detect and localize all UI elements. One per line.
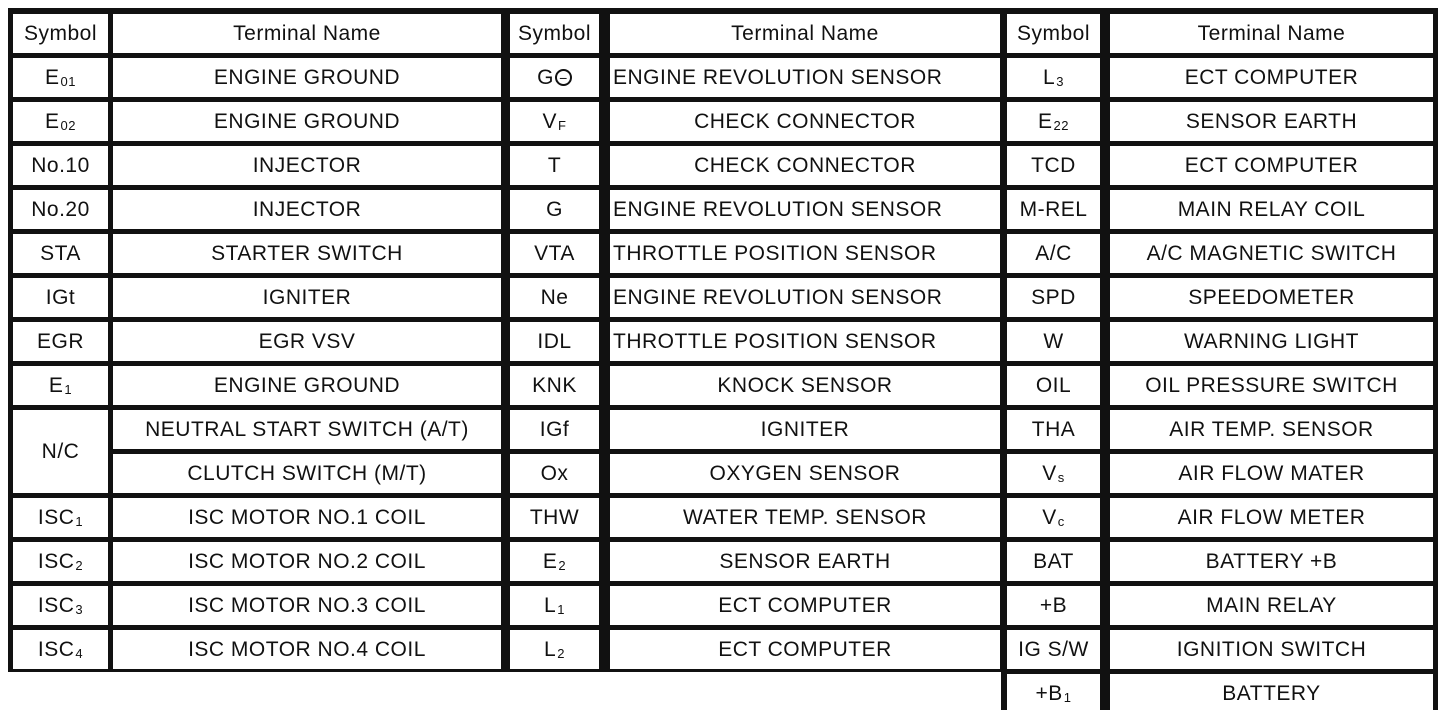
symbol-text: V: [1042, 505, 1057, 529]
terminal-name-cell: [113, 542, 501, 581]
circled-minus: −: [555, 69, 572, 86]
symbol-text: BAT: [1033, 549, 1074, 573]
symbol-text: E: [1038, 109, 1053, 133]
terminal-name-cell: [610, 454, 1000, 493]
symbol-cell: [1007, 278, 1100, 317]
terminal-name-cell: [610, 234, 1000, 273]
symbol-cell: [510, 190, 599, 229]
terminal-name-cell: [1110, 630, 1433, 669]
symbol-text: G: [537, 65, 554, 89]
terminal-name-header-text: Terminal Name: [233, 21, 381, 45]
symbol-text: ISC: [37, 637, 75, 661]
symbol-text: A/C: [1035, 241, 1072, 265]
terminal-name-text: MAIN RELAY COIL: [1177, 197, 1366, 221]
terminal-name-cell: [113, 278, 501, 317]
symbol-text: L: [544, 637, 557, 661]
symbol-text: +B: [1039, 593, 1068, 617]
terminal-name-text: IGNITER: [760, 417, 850, 441]
terminal-name-text: ECT COMPUTER: [1184, 153, 1359, 177]
symbol-text: +B: [1035, 681, 1063, 705]
terminal-name-text: NEUTRAL START SWITCH (A/T): [145, 417, 469, 441]
terminal-name-cell: [610, 542, 1000, 581]
terminal-name-text: CHECK CONNECTOR: [694, 153, 916, 177]
symbol-cell: [13, 102, 108, 141]
symbol-cell: [510, 586, 599, 625]
terminal-name-text: INJECTOR: [252, 197, 362, 221]
terminal-name-text: CLUTCH SWITCH (M/T): [187, 461, 427, 485]
terminal-name-text: SPEEDOMETER: [1188, 285, 1355, 309]
symbol-cell: [1007, 542, 1100, 581]
terminal-name-text: INJECTOR: [252, 153, 362, 177]
symbol-text: W: [1043, 329, 1064, 353]
terminal-name-text: ENGINE REVOLUTION SENSOR: [613, 285, 943, 309]
symbol-cell: [13, 366, 108, 405]
terminal-name-cell: [1110, 586, 1433, 625]
terminal-name-cell: [1110, 234, 1433, 273]
terminal-name-text: ECT COMPUTER: [718, 593, 892, 617]
terminal-name-cell: [113, 454, 501, 493]
symbol-cell: [1007, 190, 1100, 229]
terminal-name-cell: [113, 102, 501, 141]
symbol-cell: [13, 278, 108, 317]
symbol-cell: [13, 498, 108, 537]
symbol-cell: [510, 454, 599, 493]
symbol-text: E: [542, 549, 558, 573]
terminal-name-cell: [1110, 278, 1433, 317]
symbol-text: IDL: [537, 329, 572, 353]
symbol-text: L: [544, 593, 557, 617]
terminal-name-cell: [1110, 498, 1433, 537]
terminal-name-text: ECT COMPUTER: [1184, 65, 1359, 89]
terminal-name-text: ISC MOTOR NO.3 COIL: [188, 593, 426, 617]
symbol-text: TCD: [1031, 153, 1076, 177]
terminal-name-cell: [610, 366, 1000, 405]
symbol-subscript: s: [1057, 470, 1065, 485]
symbol-text: VTA: [534, 241, 575, 265]
terminal-name-cell: [610, 278, 1000, 317]
symbol-text: No.10: [31, 153, 90, 177]
symbol-text: L: [1043, 65, 1056, 89]
terminal-name-text: THROTTLE POSITION SENSOR: [613, 241, 937, 265]
symbol-subscript: 3: [1056, 74, 1064, 89]
symbol-cell: [510, 630, 599, 669]
symbol-text: IGf: [539, 417, 570, 441]
symbol-cell: [13, 542, 108, 581]
symbol-subscript: 2: [75, 558, 84, 573]
symbol-cell: [13, 58, 108, 97]
symbol-cell: [510, 58, 599, 97]
terminal-name-text: EGR VSV: [258, 329, 356, 353]
symbol-text: Ne: [540, 285, 569, 309]
symbol-cell: [510, 542, 599, 581]
symbol-cell: [13, 190, 108, 229]
terminal-name-cell: [610, 102, 1000, 141]
symbol-text: OIL: [1035, 373, 1072, 397]
symbol-subscript: 1: [1063, 690, 1072, 705]
terminal-name-text: ISC MOTOR NO.2 COIL: [188, 549, 426, 573]
symbol-cell: [1007, 322, 1100, 361]
symbol-header: [1007, 14, 1100, 53]
terminal-name-cell: [610, 58, 1000, 97]
terminal-name-header-text: Terminal Name: [731, 21, 879, 45]
terminal-name-cell: [113, 586, 501, 625]
symbol-subscript: 1: [75, 514, 84, 529]
terminal-name-cell: [610, 630, 1000, 669]
terminal-name-cell: [610, 498, 1000, 537]
symbol-cell: [1007, 58, 1100, 97]
terminal-name-header-text: Terminal Name: [1197, 21, 1346, 45]
terminal-name-cell: [610, 322, 1000, 361]
symbol-text: V: [1042, 461, 1057, 485]
symbol-text: IG S/W: [1018, 637, 1089, 661]
terminal-name-cell: [610, 586, 1000, 625]
terminal-name-text: ISC MOTOR NO.4 COIL: [188, 637, 426, 661]
terminal-name-cell: [113, 498, 501, 537]
terminal-name-text: CHECK CONNECTOR: [694, 109, 916, 133]
symbol-subscript: 3: [75, 602, 84, 617]
symbol-cell: [13, 410, 108, 493]
symbol-subscript: F: [558, 118, 567, 133]
symbol-header: [510, 14, 599, 53]
terminal-name-text: BATTERY: [1222, 681, 1321, 705]
terminal-name-cell: [1110, 674, 1433, 713]
symbol-cell: [510, 498, 599, 537]
symbol-text: ISC: [37, 505, 75, 529]
terminal-name-text: WATER TEMP. SENSOR: [683, 505, 927, 529]
symbol-cell: [510, 234, 599, 273]
terminal-name-cell: [113, 58, 501, 97]
terminal-name-text: ECT COMPUTER: [718, 637, 892, 661]
terminal-name-header: [610, 14, 1000, 53]
symbol-text: IGt: [45, 285, 76, 309]
symbol-text: G: [546, 197, 563, 221]
symbol-text: E: [45, 65, 60, 89]
symbol-cell: [510, 278, 599, 317]
symbol-cell: [510, 366, 599, 405]
symbol-text: M-REL: [1019, 197, 1088, 221]
terminal-name-text: OIL PRESSURE SWITCH: [1145, 373, 1398, 397]
terminal-name-cell: [113, 630, 501, 669]
terminal-name-cell: [610, 146, 1000, 185]
symbol-text: STA: [40, 241, 81, 265]
symbol-header: [13, 14, 108, 53]
symbol-text: E: [45, 109, 60, 133]
terminal-name-cell: [1110, 542, 1433, 581]
symbol-cell: [1007, 146, 1100, 185]
symbol-subscript: 22: [1053, 118, 1069, 133]
terminal-name-cell: [1110, 102, 1433, 141]
symbol-cell: [1007, 630, 1100, 669]
symbol-cell: [510, 322, 599, 361]
symbol-subscript: 1: [557, 602, 565, 617]
terminal-name-header: [113, 14, 501, 53]
symbol-cell: [1007, 674, 1100, 713]
symbol-text: EGR: [36, 329, 84, 353]
symbol-text: THW: [529, 505, 580, 529]
terminal-name-text: WARNING LIGHT: [1184, 329, 1359, 353]
terminal-name-text: OXYGEN SENSOR: [709, 461, 901, 485]
terminal-name-text: AIR FLOW MATER: [1178, 461, 1365, 485]
terminal-name-text: ENGINE GROUND: [213, 109, 401, 133]
symbol-text: KNK: [532, 373, 577, 397]
symbol-text: ISC: [37, 593, 75, 617]
symbol-cell: [1007, 410, 1100, 449]
terminal-name-cell: [113, 234, 501, 273]
terminal-name-cell: [1110, 190, 1433, 229]
terminal-name-text: KNOCK SENSOR: [717, 373, 893, 397]
symbol-text: ISC: [37, 549, 75, 573]
symbol-header-text: Symbol: [517, 21, 592, 45]
terminal-name-header: [1110, 14, 1433, 53]
terminal-name-text: BATTERY +B: [1205, 549, 1338, 573]
terminal-name-cell: [1110, 454, 1433, 493]
symbol-subscript: 02: [60, 118, 76, 133]
symbol-cell: [13, 234, 108, 273]
terminal-name-text: MAIN RELAY: [1206, 593, 1337, 617]
symbol-cell: [13, 630, 108, 669]
terminal-name-text: AIR TEMP. SENSOR: [1169, 417, 1374, 441]
symbol-subscript: 4: [75, 646, 84, 661]
symbol-cell: [510, 102, 599, 141]
symbol-cell: [1007, 366, 1100, 405]
terminal-name-text: IGNITION SWITCH: [1176, 637, 1367, 661]
terminal-name-text: ENGINE GROUND: [213, 65, 401, 89]
terminal-name-cell: [1110, 366, 1433, 405]
terminal-name-text: STARTER SWITCH: [211, 241, 403, 265]
terminal-name-text: AIR FLOW METER: [1177, 505, 1366, 529]
symbol-subscript: 1: [64, 382, 73, 397]
symbol-text: Ox: [540, 461, 569, 485]
terminal-name-cell: [610, 410, 1000, 449]
terminal-name-text: ISC MOTOR NO.1 COIL: [188, 505, 426, 529]
symbol-cell: [510, 146, 599, 185]
symbol-text: V: [542, 109, 558, 133]
terminal-name-cell: [113, 410, 501, 449]
symbol-cell: [1007, 498, 1100, 537]
symbol-header-text: Symbol: [1016, 21, 1091, 45]
symbol-text: T: [547, 153, 562, 177]
terminal-name-text: THROTTLE POSITION SENSOR: [613, 329, 937, 353]
symbol-header-text: Symbol: [23, 21, 98, 45]
symbol-cell: [13, 586, 108, 625]
symbol-text: SPD: [1031, 285, 1076, 309]
terminal-name-text: ENGINE REVOLUTION SENSOR: [613, 65, 943, 89]
symbol-subscript: 2: [557, 646, 565, 661]
symbol-cell: [13, 146, 108, 185]
symbol-text: No.20: [31, 197, 90, 221]
terminal-name-cell: [113, 146, 501, 185]
terminal-name-text: ENGINE REVOLUTION SENSOR: [613, 197, 943, 221]
terminal-name-cell: [113, 190, 501, 229]
symbol-text: E: [48, 373, 64, 397]
terminal-name-text: SENSOR EARTH: [1185, 109, 1358, 133]
symbol-subscript: 01: [60, 74, 76, 89]
terminal-name-text: IGNITER: [262, 285, 352, 309]
terminal-name-text: A/C MAGNETIC SWITCH: [1146, 241, 1397, 265]
terminal-name-text: SENSOR EARTH: [719, 549, 891, 573]
terminal-name-cell: [610, 190, 1000, 229]
terminal-name-cell: [113, 366, 501, 405]
terminal-name-cell: [1110, 322, 1433, 361]
symbol-subscript: 2: [558, 558, 567, 573]
terminal-name-cell: [1110, 58, 1433, 97]
terminal-name-cell: [1110, 146, 1433, 185]
symbol-text: N/C: [41, 439, 80, 463]
symbol-subscript: c: [1057, 514, 1065, 529]
symbol-cell: [1007, 586, 1100, 625]
symbol-cell: [1007, 234, 1100, 273]
symbol-text: THA: [1031, 417, 1076, 441]
symbol-cell: [1007, 454, 1100, 493]
symbol-cell: [510, 410, 599, 449]
terminal-name-text: ENGINE GROUND: [213, 373, 401, 397]
terminal-name-cell: [113, 322, 501, 361]
symbol-cell: [13, 322, 108, 361]
terminal-name-cell: [1110, 410, 1433, 449]
symbol-cell: [1007, 102, 1100, 141]
